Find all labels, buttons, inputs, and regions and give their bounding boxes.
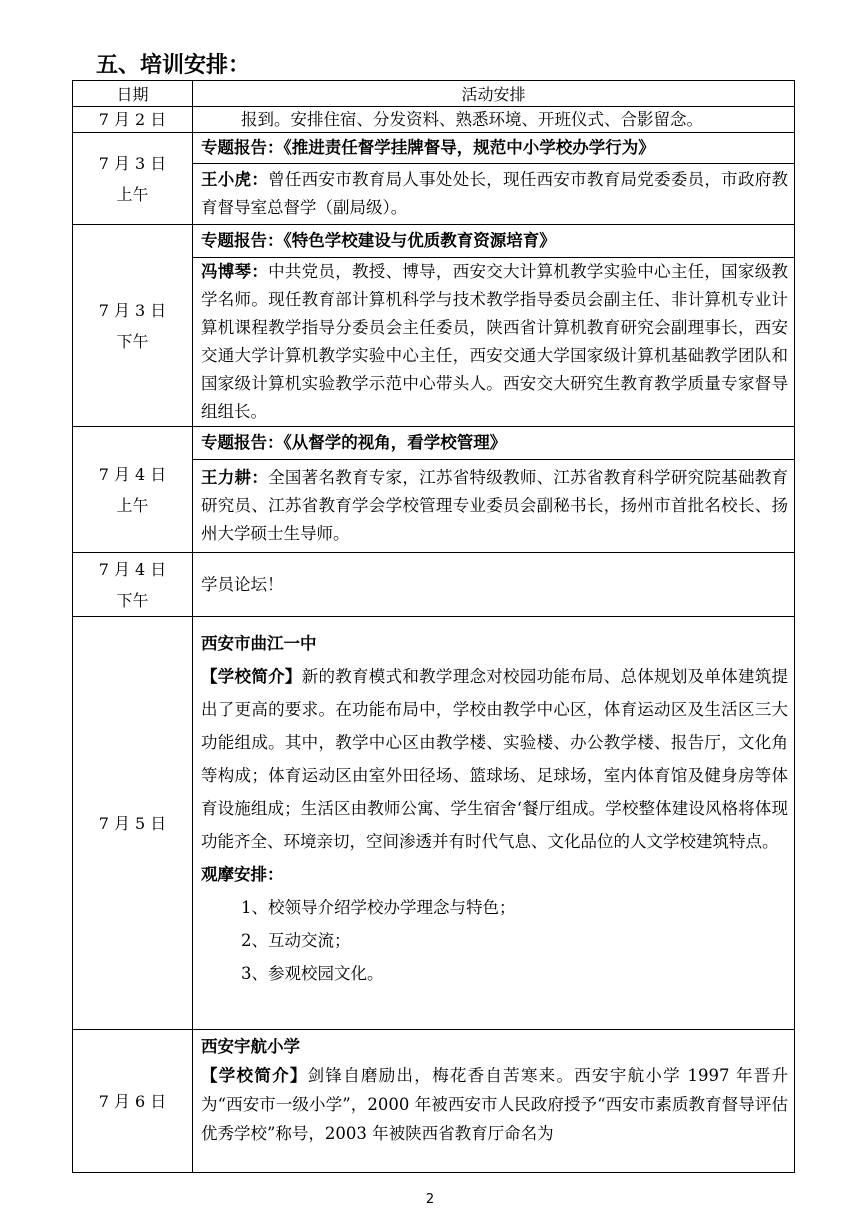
topic-cell [193, 133, 795, 164]
visit-cell [193, 1030, 795, 1173]
date-cell [73, 225, 193, 427]
school-name: 西安市曲江一中 [201, 634, 317, 653]
date-cell [73, 553, 193, 617]
speaker-name: 王力耕： [201, 468, 269, 487]
speaker-name: 王小虎： [201, 170, 269, 189]
header-date: 日期 [73, 81, 193, 107]
activity-cell [193, 107, 795, 133]
activity-text: 学员论坛！ [201, 574, 284, 594]
speaker-cell [193, 258, 795, 427]
intro-text: 剑锋自磨励出，梅花香自苦寒来。西安宇航小学 1997 年晋升为“西安市一级小学”，2000 年被西安市人民政府授予“西安市素质教育督导评估优秀学校”称号，2003 年被陕西省教育厅命名为 [201, 1066, 789, 1143]
date-text: 7 月 3 日 [98, 300, 167, 320]
date-text: 7 月 5 日 [98, 813, 167, 833]
table-row [73, 617, 795, 1030]
activity-cell [193, 553, 795, 617]
speaker-bio: 全国著名教育专家，江苏省特级教师、江苏省教育科学研究院基础教育研究员、江苏省教育学会学校管理专业委员会副秘书长，扬州市首批名校长、扬州大学硕士生导师。 [201, 468, 789, 543]
session-text: 下午 [116, 590, 149, 610]
table-row [73, 427, 795, 460]
date-text: 7 月 4 日 [98, 464, 167, 484]
speaker-cell [193, 164, 795, 225]
visit-cell [193, 617, 795, 1030]
school-intro [201, 1061, 788, 1148]
topic-text: 专题报告：《特色学校建设与优质教育资源培育》 [201, 231, 556, 250]
date-cell [73, 107, 193, 133]
table-row [73, 553, 795, 617]
page-number: 2 [425, 1192, 435, 1207]
intro-text: 新的教育模式和教学理念对校园功能布局、总体规划及单体建筑提出了更高的要求。在功能布局中，学校由教学中心区，体育运动区及生活区三大功能组成。其中，教学中心区由教学楼、实验楼、办公教学楼、报告厅，文化角等构成；体育运动区由室外田径场、篮球场、足球场，室内体育馆及健身房等体育设施组成；生活区由教师公寓、学生宿舍‘餐厅组成。学校整体建设风格将体现功能齐全、环境亲切，空间渗透并有时代气息、文化品位的人文学校建筑特点。 [201, 667, 789, 851]
training-schedule-table [72, 80, 795, 1173]
date-text: 7 月 2 日 [98, 109, 167, 129]
table-header-row [73, 81, 795, 107]
visit-item: 3、参观校园文化。 [241, 964, 384, 983]
school-name: 西安宇航小学 [201, 1037, 300, 1056]
session-text: 下午 [116, 331, 149, 351]
table-row [73, 133, 795, 164]
speaker-bio: 曾任西安市教育局人事处处长，现任西安市教育局党委委员，市政府教育督导室总督学（副局级）。 [201, 170, 789, 217]
date-text: 7 月 4 日 [98, 559, 167, 579]
topic-cell [193, 225, 795, 258]
topic-text: 专题报告：《从督学的视角，看学校管理》 [201, 433, 507, 452]
speaker-cell [193, 460, 795, 553]
visit-label: 观摩安排： [201, 865, 284, 884]
date-cell [73, 427, 193, 553]
section-title: 五、培训安排： [96, 53, 251, 78]
activity-text: 报到。安排住宿、分发资料、熟悉环境、开班仪式、合影留念。 [241, 109, 703, 129]
intro-label: 【学校简介】 [201, 1066, 308, 1085]
school-intro [201, 660, 788, 858]
date-text: 7 月 6 日 [98, 1091, 167, 1111]
session-text: 上午 [116, 495, 149, 515]
table-row [73, 107, 795, 133]
intro-label: 【学校简介】 [201, 667, 302, 686]
header-activity: 活动安排 [193, 81, 795, 107]
speaker-name: 冯博琴： [201, 262, 269, 281]
speaker-bio: 中共党员，教授、博导，西安交大计算机教学实验中心主任，国家级教学名师。现任教育部计算机科学与技术教学指导委员会副主任、非计算机专业计算机课程教学指导分委员会主任委员，陕西省计算机教育研究会副理事长，西安交通大学计算机教学实验中心主任，西安交通大学国家级计算机基础教学团队和国家级计算机实验教学示范中心带头人。西安交大研究生教育教学质量专家督导组组长。 [201, 262, 789, 421]
visit-item: 1、校领导介绍学校办学理念与特色； [241, 898, 516, 917]
table-row [73, 225, 795, 258]
date-cell [73, 133, 193, 225]
visit-item: 2、互动交流； [241, 931, 351, 950]
topic-text: 专题报告：《推进责任督学挂牌督导，规范中小学校办学行为》 [201, 138, 655, 157]
topic-cell [193, 427, 795, 460]
date-cell [73, 617, 193, 1030]
session-text: 上午 [116, 184, 149, 204]
table-row [73, 1030, 795, 1173]
date-text: 7 月 3 日 [98, 153, 167, 173]
date-cell [73, 1030, 193, 1173]
